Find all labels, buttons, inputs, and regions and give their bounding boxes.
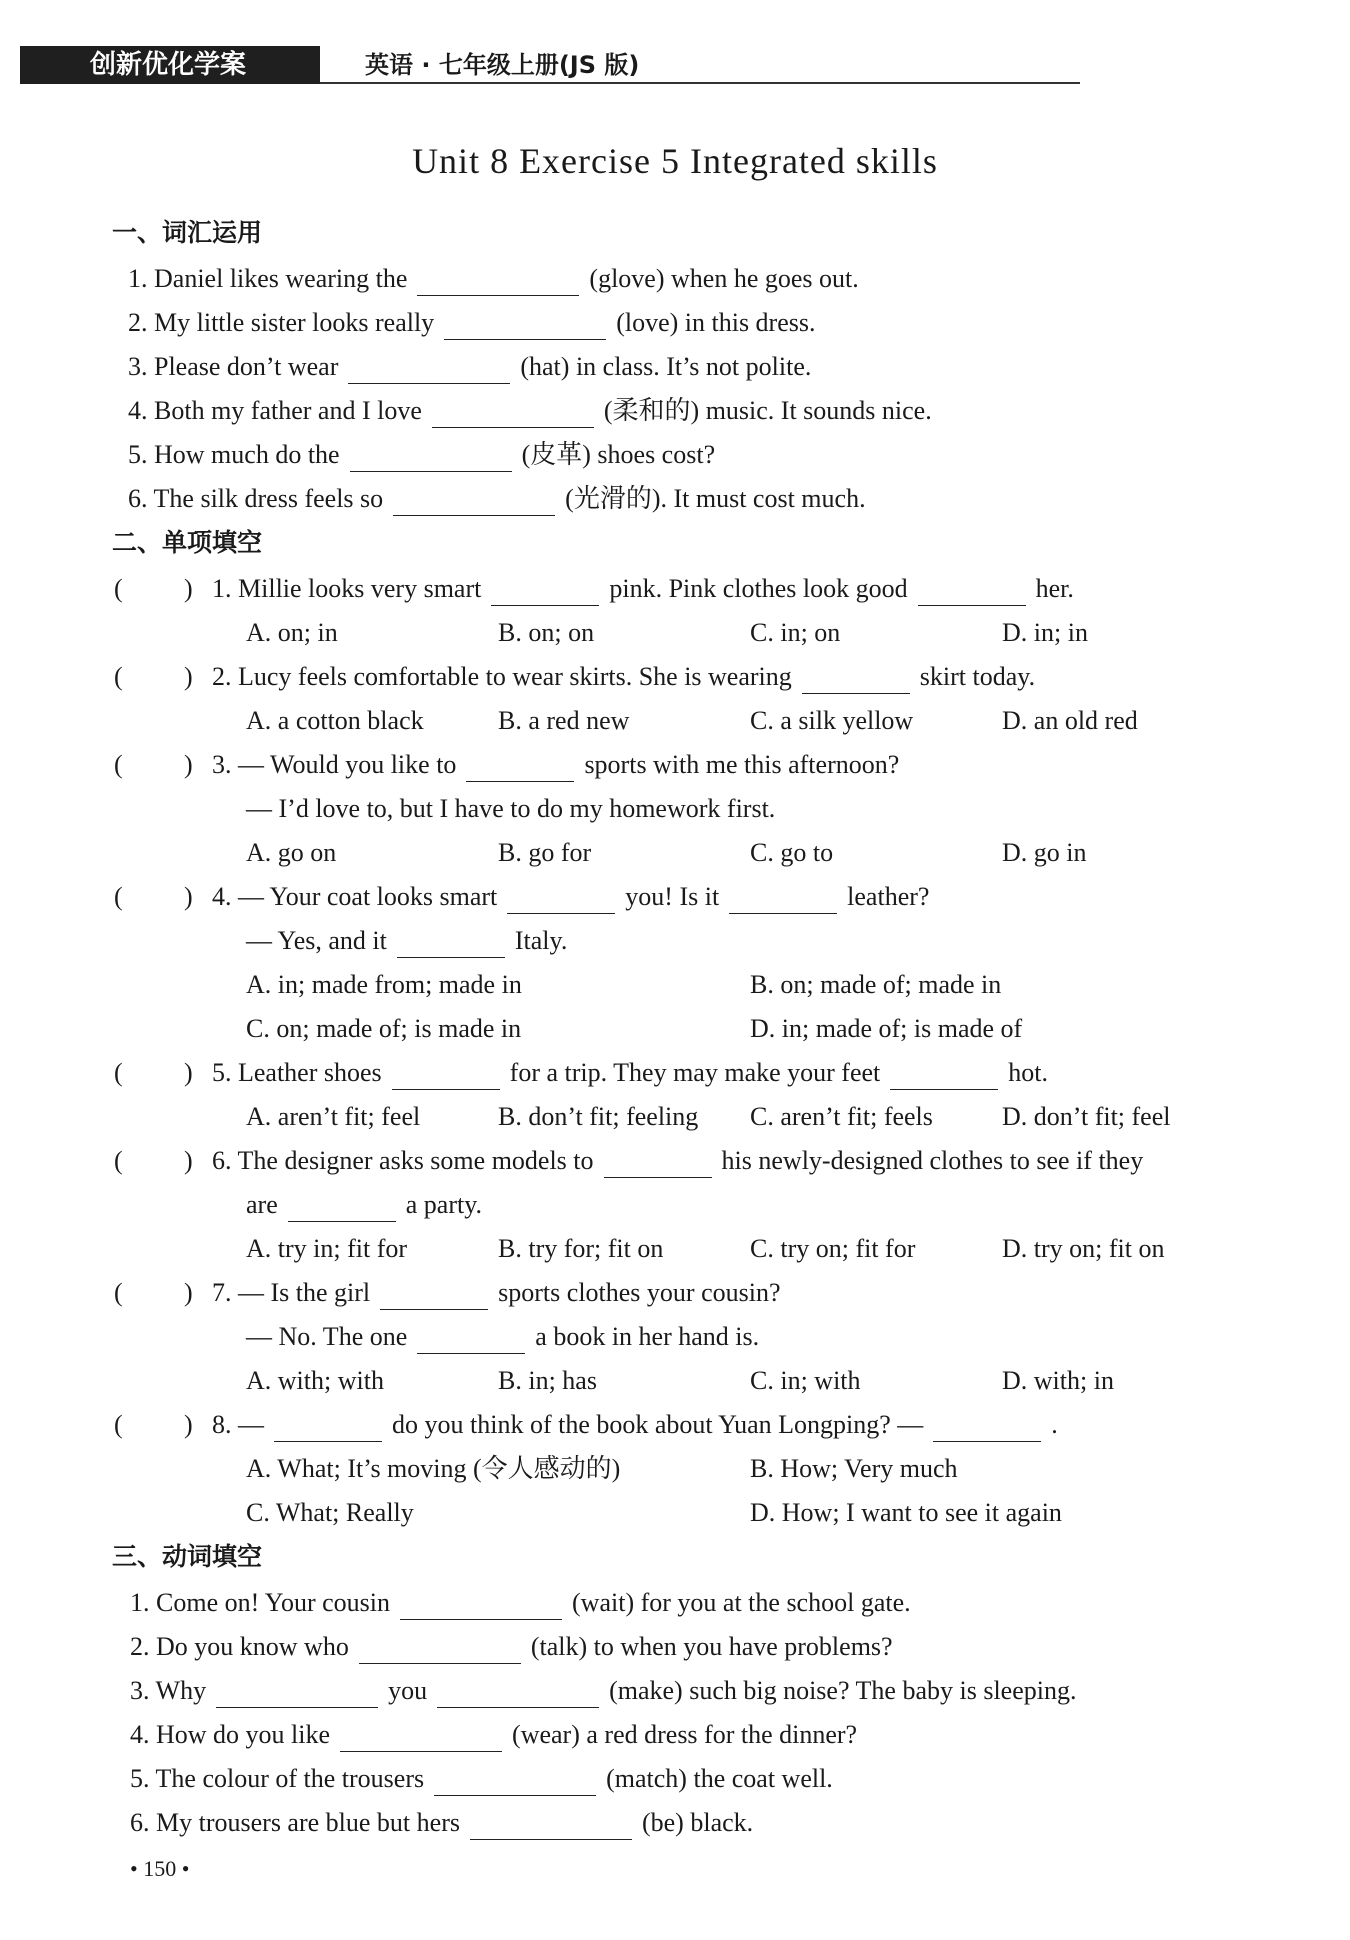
option-a[interactable]: A. aren’t fit; feel — [246, 1102, 421, 1131]
vocab-item-5 — [128, 438, 715, 472]
answer-paren-open: ( — [114, 1278, 123, 1307]
mc-question-5 — [212, 1056, 1048, 1090]
mc-question-7 — [212, 1276, 781, 1310]
vocab-item-3 — [128, 350, 811, 384]
option-c[interactable]: C. a silk yellow — [750, 706, 914, 735]
answer-blank[interactable] — [802, 667, 910, 694]
answer-blank[interactable] — [274, 1415, 382, 1442]
mc-question-8 — [212, 1408, 1058, 1442]
vocab-item-hint: (柔和的) music. It sounds nice. — [603, 396, 932, 425]
option-c[interactable]: C. in; with — [750, 1366, 861, 1395]
answer-blank[interactable] — [507, 887, 615, 914]
option-c[interactable]: C. What; Really — [246, 1498, 414, 1527]
section-heading-vocabulary: 一、词汇运用 — [112, 218, 263, 247]
question-text: her. — [1035, 574, 1074, 603]
question-text: a party. — [405, 1190, 483, 1219]
header-divider — [320, 82, 1080, 84]
answer-paren-close: ) — [184, 750, 193, 779]
option-b[interactable]: B. try for; fit on — [498, 1234, 664, 1263]
answer-blank[interactable] — [729, 887, 837, 914]
option-b[interactable]: B. go for — [498, 838, 592, 867]
vocab-item-hint: (hat) in class. It’s not polite. — [520, 352, 812, 381]
answer-blank[interactable] — [491, 579, 599, 606]
answer-blank[interactable] — [437, 1681, 599, 1708]
answer-blank[interactable] — [400, 1593, 562, 1620]
page-header — [20, 42, 1330, 88]
option-c[interactable]: C. in; on — [750, 618, 841, 647]
verb-item-hint: (wait) for you at the school gate. — [572, 1588, 911, 1617]
option-d[interactable]: D. don’t fit; feel — [1002, 1102, 1171, 1131]
mc-question-1 — [212, 572, 1074, 606]
option-d[interactable]: D. try on; fit on — [1002, 1234, 1165, 1263]
mc-question-6-continued — [246, 1188, 482, 1222]
question-text: sports with me this afternoon? — [584, 750, 900, 779]
section-heading-multiple-choice: 二、单项填空 — [112, 528, 263, 557]
question-text: for a trip. They may make your feet — [509, 1058, 881, 1087]
answer-blank[interactable] — [393, 489, 555, 516]
verb-item-5 — [130, 1762, 833, 1796]
option-b[interactable]: B. on; made of; made in — [750, 970, 1002, 999]
answer-paren-close: ) — [184, 574, 193, 603]
option-d[interactable]: D. with; in — [1002, 1366, 1114, 1395]
page-number: • 150 • — [130, 1856, 190, 1881]
verb-item-text: 6. My trousers are blue but hers — [130, 1808, 460, 1837]
verb-item-text: 2. Do you know who — [130, 1632, 349, 1661]
option-d[interactable]: D. in; in — [1002, 618, 1088, 647]
verb-item-hint: (be) black. — [641, 1808, 754, 1837]
option-b[interactable]: B. in; has — [498, 1366, 597, 1395]
question-text: — Yes, and it — [246, 926, 387, 955]
question-text: — No. The one — [246, 1322, 408, 1351]
question-text: leather? — [847, 882, 930, 911]
answer-paren-open: ( — [114, 1146, 123, 1175]
verb-item-text: 1. Come on! Your cousin — [130, 1588, 391, 1617]
vocab-item-hint: (love) in this dress. — [616, 308, 816, 337]
mc-question-7-reply — [246, 1320, 759, 1354]
question-text: pink. Pink clothes look good — [609, 574, 908, 603]
answer-blank[interactable] — [350, 445, 512, 472]
question-text: hot. — [1008, 1058, 1049, 1087]
verb-item-text: 5. The colour of the trousers — [130, 1764, 425, 1793]
vocab-item-hint: (光滑的). It must cost much. — [565, 484, 866, 513]
answer-paren-close: ) — [184, 1410, 193, 1439]
answer-paren-open: ( — [114, 1410, 123, 1439]
answer-paren-close: ) — [184, 1146, 193, 1175]
section-heading-verb-fill: 三、动词填空 — [112, 1542, 263, 1571]
answer-blank[interactable] — [918, 579, 1026, 606]
question-text: skirt today. — [919, 662, 1036, 691]
question-text: a book in her hand is. — [535, 1322, 760, 1351]
answer-blank[interactable] — [933, 1415, 1041, 1442]
answer-blank[interactable] — [444, 313, 606, 340]
vocab-item-text: 5. How much do the — [128, 440, 340, 469]
vocab-item-text: 1. Daniel likes wearing the — [128, 264, 408, 293]
option-a[interactable]: A. try in; fit for — [246, 1234, 408, 1263]
vocab-item-text: 6. The silk dress feels so — [128, 484, 384, 513]
verb-item-6 — [130, 1806, 753, 1840]
question-text: his newly-designed clothes to see if they — [721, 1146, 1144, 1175]
vocab-item-text: 3. Please don’t wear — [128, 352, 339, 381]
verb-item-text: 4. How do you like — [130, 1720, 331, 1749]
option-b[interactable]: B. How; Very much — [750, 1454, 958, 1483]
mc-question-3 — [212, 748, 899, 782]
answer-blank[interactable] — [359, 1637, 521, 1664]
verb-item-4 — [130, 1718, 857, 1752]
mc-question-4-reply — [246, 924, 567, 958]
option-b[interactable]: B. don’t fit; feeling — [498, 1102, 699, 1131]
option-a[interactable]: A. in; made from; made in — [246, 970, 522, 999]
mc-question-4 — [212, 880, 929, 914]
option-c[interactable]: C. go to — [750, 838, 834, 867]
answer-paren-close: ) — [184, 662, 193, 691]
answer-blank[interactable] — [417, 269, 579, 296]
page-title: Unit 8 Exercise 5 Integrated skills — [412, 141, 938, 181]
question-text: 1. Millie looks very smart — [212, 574, 482, 603]
question-text: 6. The designer asks some models to — [212, 1146, 594, 1175]
vocab-item-6 — [128, 482, 866, 516]
answer-blank[interactable] — [417, 1327, 525, 1354]
option-c[interactable]: C. on; made of; is made in — [246, 1014, 522, 1043]
question-text: do you think of the book about Yuan Longping? — — [392, 1410, 924, 1439]
answer-blank[interactable] — [340, 1725, 502, 1752]
brand-logo: 创新优化学案 — [20, 46, 320, 84]
answer-paren-open: ( — [114, 1058, 123, 1087]
verb-item-1 — [130, 1586, 911, 1620]
answer-paren-open: ( — [114, 750, 123, 779]
book-title: 英语 · 七年级上册(JS 版) — [365, 51, 640, 79]
question-text: sports clothes your cousin? — [498, 1278, 781, 1307]
answer-blank[interactable] — [397, 931, 505, 958]
vocab-item-4 — [128, 394, 932, 428]
question-text: 8. — — [212, 1410, 264, 1439]
answer-blank[interactable] — [348, 357, 510, 384]
question-text: Italy. — [514, 926, 568, 955]
question-text: 3. — Would you like to — [212, 750, 457, 779]
answer-blank[interactable] — [434, 1769, 596, 1796]
verb-item-hint: (make) such big noise? The baby is sleeping. — [609, 1676, 1077, 1705]
answer-blank[interactable] — [604, 1151, 712, 1178]
question-text: 2. Lucy feels comfortable to wear skirts. She is wearing — [212, 662, 792, 691]
verb-item-text: you — [388, 1676, 428, 1705]
verb-item-hint: (match) the coat well. — [606, 1764, 833, 1793]
answer-paren-close: ) — [184, 1278, 193, 1307]
verb-item-hint: (wear) a red dress for the dinner? — [512, 1720, 858, 1749]
option-a[interactable]: A. a cotton black — [246, 706, 424, 735]
verb-item-2 — [130, 1630, 893, 1664]
option-c[interactable]: C. aren’t fit; feels — [750, 1102, 933, 1131]
option-a[interactable]: A. with; with — [246, 1366, 384, 1395]
question-text: 4. — Your coat looks smart — [212, 882, 498, 911]
option-d[interactable]: D. go in — [1002, 838, 1087, 867]
answer-blank[interactable] — [216, 1681, 378, 1708]
option-b[interactable]: B. a red new — [498, 706, 630, 735]
option-c[interactable]: C. try on; fit for — [750, 1234, 916, 1263]
question-text: 5. Leather shoes — [212, 1058, 382, 1087]
vocab-item-hint: (glove) when he goes out. — [589, 264, 859, 293]
vocab-item-1 — [128, 262, 859, 296]
vocab-item-2 — [128, 306, 816, 340]
question-text: are — [246, 1190, 278, 1219]
answer-blank[interactable] — [432, 401, 594, 428]
vocab-item-text: 4. Both my father and I love — [128, 396, 422, 425]
answer-blank[interactable] — [470, 1813, 632, 1840]
option-a[interactable]: A. go on — [246, 838, 337, 867]
verb-item-text: 3. Why — [130, 1676, 207, 1705]
vocab-item-hint: (皮革) shoes cost? — [521, 440, 716, 469]
answer-blank[interactable] — [466, 755, 574, 782]
mc-question-6 — [212, 1144, 1143, 1178]
verb-item-3 — [130, 1674, 1076, 1708]
answer-paren-open: ( — [114, 574, 123, 603]
answer-blank[interactable] — [890, 1063, 998, 1090]
option-b[interactable]: B. on; on — [498, 618, 595, 647]
option-d[interactable]: D. How; I want to see it again — [750, 1498, 1062, 1527]
answer-blank[interactable] — [392, 1063, 500, 1090]
answer-paren-open: ( — [114, 662, 123, 691]
question-text: . — [1051, 1410, 1058, 1439]
answer-blank[interactable] — [380, 1283, 488, 1310]
vocab-item-text: 2. My little sister looks really — [128, 308, 435, 337]
option-a[interactable]: A. on; in — [246, 618, 338, 647]
answer-paren-close: ) — [184, 1058, 193, 1087]
option-d[interactable]: D. an old red — [1002, 706, 1138, 735]
answer-blank[interactable] — [288, 1195, 396, 1222]
verb-item-hint: (talk) to when you have problems? — [530, 1632, 893, 1661]
question-text: you! Is it — [625, 882, 720, 911]
mc-question-3-reply: — I’d love to, but I have to do my homework first. — [246, 794, 776, 823]
option-a[interactable]: A. What; It’s moving (令人感动的) — [246, 1454, 621, 1483]
answer-paren-open: ( — [114, 882, 123, 911]
question-text: 7. — Is the girl — [212, 1278, 371, 1307]
option-d[interactable]: D. in; made of; is made of — [750, 1014, 1023, 1043]
mc-question-2 — [212, 660, 1035, 694]
answer-paren-close: ) — [184, 882, 193, 911]
